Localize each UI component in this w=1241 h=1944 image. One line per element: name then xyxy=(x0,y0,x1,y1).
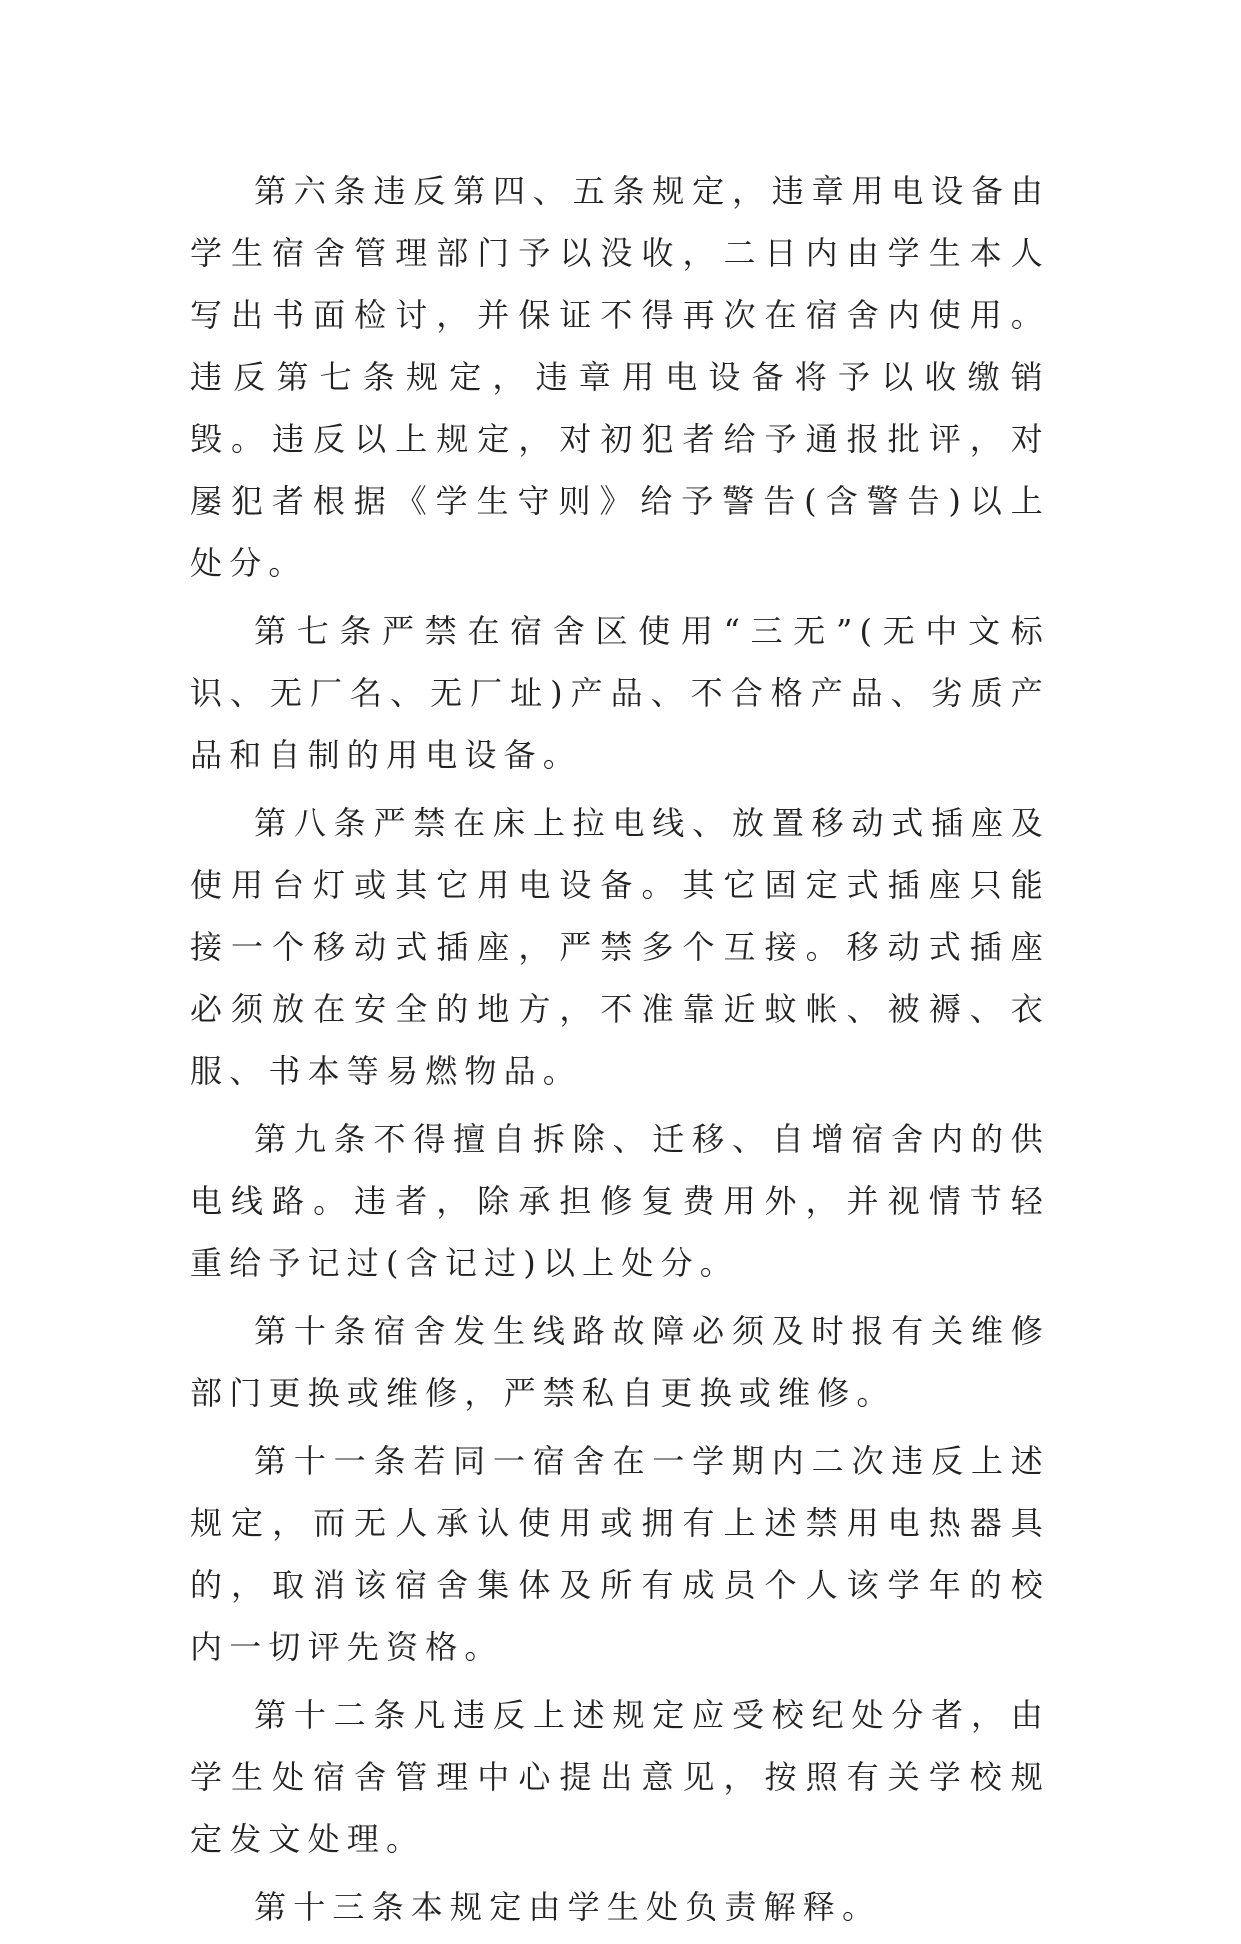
article-9-paragraph: 第九条不得擅自拆除、迁移、自增宿舍内的供电线路。违者，除承担修复费用外，并视情节轻重给予记过(含记过)以上处分。 xyxy=(190,1120,1050,1282)
article-7-paragraph: 第七条严禁在宿舍区使用“三无”(无中文标识、无厂名、无厂址)产品、不合格产品、劣质产品和自制的用电设备。 xyxy=(190,612,1050,774)
article-8-paragraph: 第八条严禁在床上拉电线、放置移动式插座及使用台灯或其它用电设备。其它固定式插座只能接一个移动式插座，严禁多个互接。移动式插座必须放在安全的地方，不准靠近蚊帐、被褥、衣服、书本等易燃物品。 xyxy=(190,804,1050,1090)
article-11-paragraph: 第十一条若同一宿舍在一学期内二次违反上述规定，而无人承认使用或拥有上述禁用电热器具的，取消该宿舍集体及所有成员个人该学年的校内一切评先资格。 xyxy=(190,1442,1050,1666)
article-10-paragraph: 第十条宿舍发生线路故障必须及时报有关维修部门更换或维修，严禁私自更换或维修。 xyxy=(190,1312,1050,1412)
article-12-paragraph: 第十二条凡违反上述规定应受校纪处分者，由学生处宿舍管理中心提出意见，按照有关学校规定发文处理。 xyxy=(190,1696,1050,1858)
document-body xyxy=(190,160,1050,1944)
article-6-paragraph: 第六条违反第四、五条规定，违章用电设备由学生宿舍管理部门予以没收，二日内由学生本人写出书面检讨，并保证不得再次在宿舍内使用。违反第七条规定，违章用电设备将予以收缴销毁。违反以上规定，对初犯者给予通报批评，对屡犯者根据《学生守则》给予警告(含警告)以上处分。 xyxy=(190,172,1050,582)
article-13-paragraph: 第十三条本规定由学生处负责解释。 xyxy=(254,1888,882,1926)
